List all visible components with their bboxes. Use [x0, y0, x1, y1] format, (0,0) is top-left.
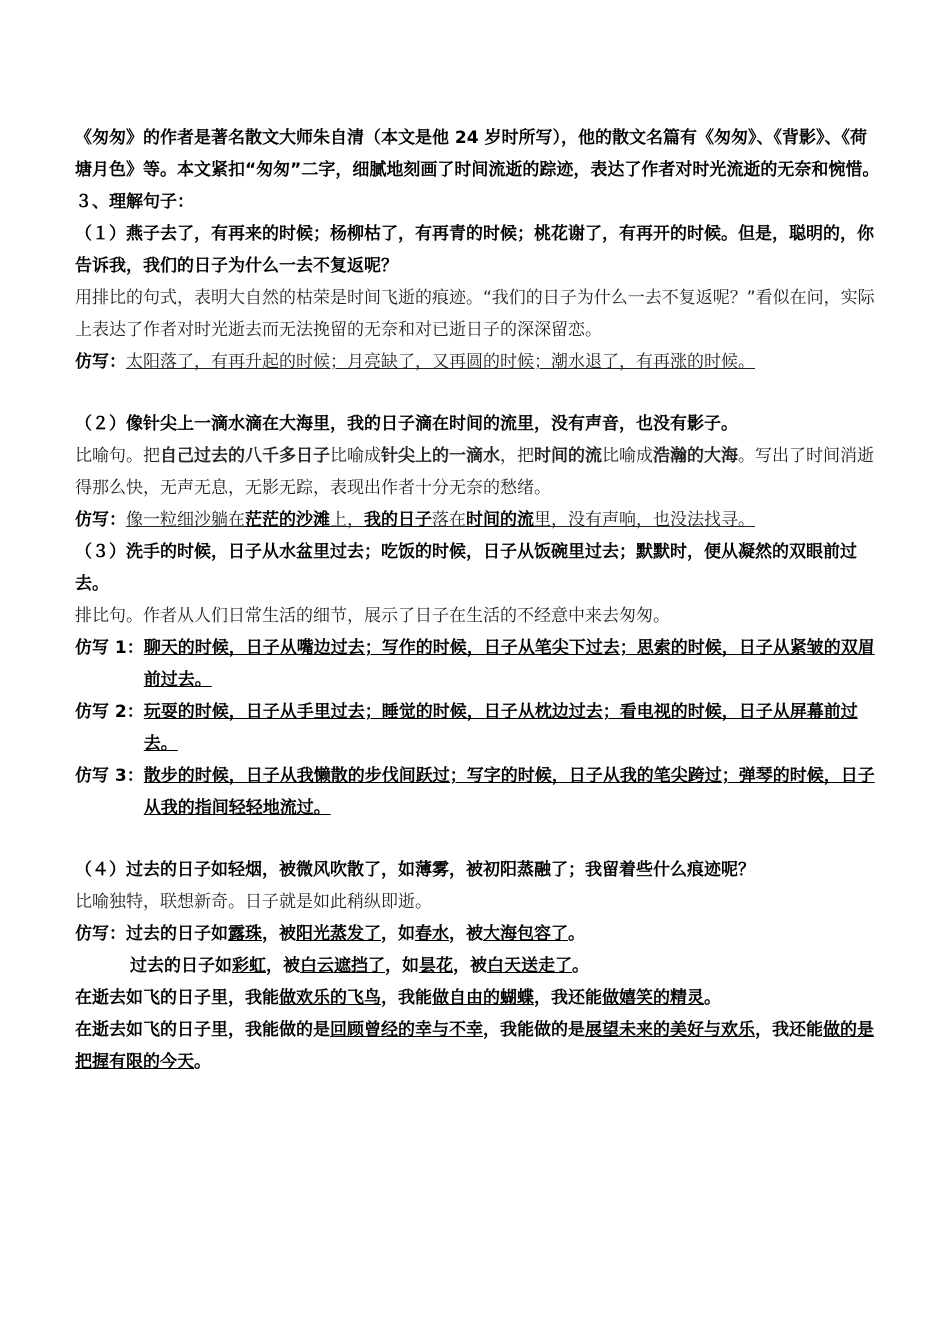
- imitation-2: 仿写：像一粒细沙躺在茫茫的沙滩上，我的日子落在时间的流里，没有声响，也没法找寻。: [75, 510, 755, 530]
- imitation-3-2: 仿写 2： 玩耍的时候，日子从手里过去；睡觉的时候，日子从枕边过去；看电视的时候，日子从屏幕前过去。: [75, 702, 858, 754]
- imitation-3-1: 仿写 1： 聊天的时候，日子从嘴边过去；写作的时候，日子从笔尖下过去；思索的时候，日子从紧皱的双眉前过去。: [75, 638, 875, 690]
- sentence-4: （４）过去的日子如轻烟，被微风吹散了，如薄雾，被初阳蒸融了；我留着些什么痕迹呢？: [75, 860, 755, 880]
- analysis-1: 用排比的句式，表明大自然的枯荣是时间飞逝的痕迹。“我们的日子为什么一去不复返呢？”看似在问，实际上表达了作者对时光逝去而无法挽留的无奈和对已逝日子的深深留恋。: [75, 288, 875, 340]
- document-page: [75, 122, 883, 1078]
- intro-paragraph: 《匆匆》的作者是著名散文大师朱自清（本文是他 24 岁时所写），他的散文名篇有《匆匆》、《背影》、《荷塘月色》等。本文紧扣“匆匆”二字，细腻地刻画了时间流逝的踪迹，表达了作者对时光流逝的无奈和惋惜。: [75, 128, 880, 180]
- sentence-1: （１）燕子去了，有再来的时候；杨柳枯了，有再青的时候；桃花谢了，有再开的时候。但是，聪明的，你告诉我，我们的日子为什么一去不复返呢？: [75, 224, 874, 276]
- section-title: ３、理解句子：: [75, 192, 194, 212]
- imitation-3-3: 仿写 3： 散步的时候，日子从我懒散的步伐间跃过；写字的时候，日子从我的笔尖跨过；弹琴的时候，日子从我的指间轻轻地流过。: [75, 766, 875, 818]
- analysis-3: 排比句。作者从人们日常生活的细节，展示了日子在生活的不经意中来去匆匆。: [75, 606, 670, 626]
- imitation-4-line-2: 过去的日子如彩虹，被白云遮挡了，如昙花，被白天送走了。: [130, 956, 589, 976]
- imitation-1: [75, 346, 883, 378]
- analysis-4: 比喻独特，联想新奇。日子就是如此稍纵即逝。: [75, 892, 432, 912]
- extra-line-1: 在逝去如飞的日子里，我能做欢乐的飞鸟，我能做自由的蝴蝶，我还能做嬉笑的精灵。: [75, 988, 721, 1008]
- imitation-label: 仿写：: [75, 352, 126, 372]
- imitation-4-line-1: 仿写：过去的日子如露珠，被阳光蒸发了，如春水，被大海包容了。: [75, 924, 585, 944]
- extra-line-2: 在逝去如飞的日子里，我能做的是回顾曾经的幸与不幸，我能做的是展望未来的美好与欢乐，我还能做的是把握有限的今天。: [75, 1020, 874, 1072]
- analysis-2: 比喻句。把自己过去的八千多日子比喻成针尖上的一滴水，把时间的流比喻成浩瀚的大海。写出了时间消逝得那么快，无声无息，无影无踪，表现出作者十分无奈的愁绪。: [75, 446, 874, 498]
- imitation-text: 太阳落了，有再升起的时候；月亮缺了，又再圆的时候；潮水退了，有再涨的时候。: [126, 352, 755, 372]
- sentence-2: （２）像针尖上一滴水滴在大海里，我的日子滴在时间的流里，没有声音，也没有影子。: [75, 414, 738, 434]
- sentence-3: （３）洗手的时候，日子从水盆里过去；吃饭的时候，日子从饭碗里过去；默默时，便从凝然的双眼前过去。: [75, 542, 857, 594]
